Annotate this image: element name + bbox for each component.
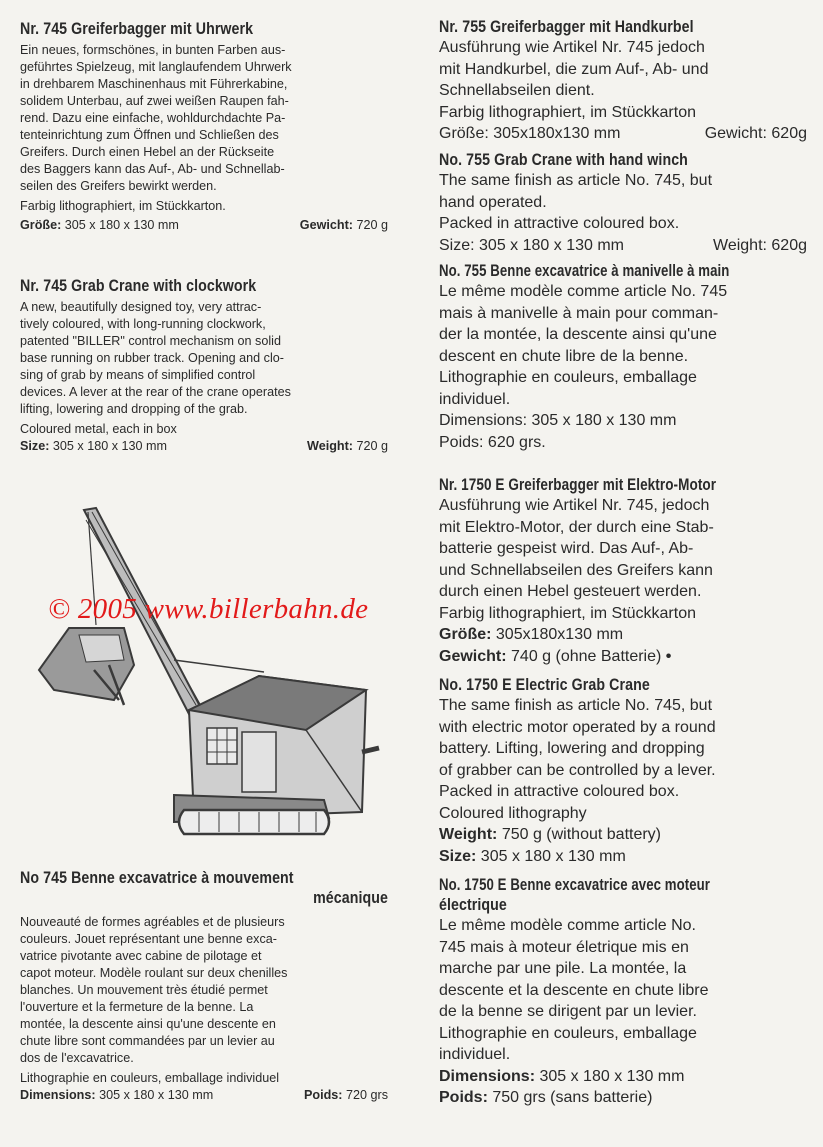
spec-line [439, 123, 807, 145]
section-755-fr [439, 261, 807, 453]
weight-line [439, 646, 807, 668]
text-line: Greifers. Durch einen Hebel an der Rückseite [20, 145, 275, 159]
size-spec [20, 217, 179, 234]
weight-value: 740 g (ohne Batterie) [511, 647, 662, 665]
bullet-mark: • [665, 647, 672, 665]
text-line: Le même modèle comme article No. [439, 917, 696, 934]
text-line: Packed in attractive coloured box. [439, 215, 680, 232]
text-line: Ein neues, formschönes, in bunten Farben aus- [20, 43, 286, 57]
grab-crane-illustration [24, 500, 384, 840]
text-line: individuel. [439, 1046, 511, 1063]
size-value: 305 x 180 x 130 mm [480, 847, 626, 865]
dimensions-spec [20, 1087, 213, 1104]
size-label: Größe: [439, 626, 492, 643]
size-label: Größe: [439, 125, 489, 142]
text-line: marche par une pile. La montée, la [439, 960, 687, 977]
section-title: No 745 Benne excavatrice à mouvement [20, 869, 294, 887]
text-line: seilen des Greifers bewirkt werden. [20, 179, 217, 193]
boom-stay [174, 660, 264, 672]
section-title: Nr. 745 Grab Crane with clockwork [20, 277, 257, 295]
text-line: devices. A lever at the rear of the crane operates [20, 385, 291, 399]
text-line: des Baggers kann das Auf-, Ab- und Schnellab- [20, 162, 285, 176]
section-title-continued: mécanique [313, 889, 388, 907]
section-title: Nr. 755 Greiferbagger mit Handkurbel [439, 18, 694, 36]
text-line: chute libre sont commandées par un levier au [20, 1034, 275, 1048]
cabin-door [242, 732, 276, 792]
weight-spec [300, 217, 388, 234]
weight-value: 750 g (without battery) [501, 826, 662, 843]
text-line: hand operated. [439, 193, 547, 211]
text-line: Le même modèle comme article No. 745 [439, 283, 728, 300]
section-1750-fr [439, 875, 807, 1109]
text-line: Lithographie en couleurs, emballage [439, 1024, 697, 1042]
size-label: Größe: [20, 218, 62, 232]
dimensions-value: 305 x 180 x 130 mm [539, 1067, 685, 1085]
rubber-track [179, 810, 329, 834]
text-line: l'ouverture et la fermeture de la benne. La [20, 1000, 254, 1014]
weight-spec [705, 123, 807, 145]
dimensions-line [439, 1066, 807, 1088]
section-745-fr [20, 868, 388, 1104]
text-line: Lithographie en couleurs, emballage [439, 369, 697, 386]
weight-spec [307, 438, 388, 455]
section-755-de [439, 17, 807, 145]
text-line: geführtes Spielzeug, mit langlaufendem Uhrwerk [20, 60, 292, 74]
size-spec [20, 438, 167, 455]
size-label: Size: [20, 439, 50, 453]
text-line: rend. Dazu eine einfache, wohldurchdachte Pa- [20, 111, 286, 125]
text-line: Ausführung wie Artikel Nr. 745 jedoch [439, 39, 705, 56]
weight-line [439, 1087, 807, 1109]
cabin-window [207, 728, 237, 764]
size-value: 305x180x130 mm [495, 626, 624, 643]
text-line: Schnellabseilen dient. [439, 82, 595, 99]
size-label: Size: [439, 236, 475, 254]
finish-line: Farbig lithographiert, im Stückkarton. [20, 199, 226, 213]
text-line: couleurs. Jouet représentant une benne exca- [20, 932, 277, 946]
section-body [20, 914, 388, 1104]
size-line [439, 624, 807, 646]
section-title: No. 755 Benne excavatrice à manivelle à main [439, 262, 730, 280]
size-line [439, 846, 807, 868]
finish-line: Coloured metal, each in box [20, 422, 177, 436]
grab-bucket-inner [79, 635, 124, 662]
text-line: montée, la descente ainsi qu'une descente en [20, 1017, 276, 1031]
text-line: tenteinrichtung zum Öffnen und Schließen des [20, 128, 279, 142]
text-line: base running on rubber track. Opening and clo- [20, 351, 284, 365]
text-line: lifting, lowering and dropping of the grab. [20, 402, 248, 416]
size-spec [439, 235, 624, 257]
text-line: A new, beautifully designed toy, very attrac- [20, 300, 262, 314]
weight-value: 750 grs (sans batterie) [492, 1089, 653, 1106]
section-title: No. 1750 E Electric Grab Crane [439, 676, 650, 694]
text-line: dos de l'excavatrice. [20, 1051, 134, 1065]
weight-label: Weight: [439, 826, 498, 843]
weight-line [439, 824, 807, 846]
text-line: tively coloured, with long-running clockwork, [20, 317, 266, 331]
weight-line: Poids: 620 grs. [439, 433, 546, 451]
text-line: The same finish as article No. 745, but [439, 172, 713, 189]
size-value: 305x180x130 mm [493, 125, 621, 142]
weight-value: 620g [771, 236, 807, 254]
text-line: Packed in attractive coloured box. [439, 783, 680, 800]
spec-line [20, 217, 388, 234]
weight-label: Gewicht: [439, 647, 507, 665]
weight-label: Weight: [307, 439, 353, 453]
size-spec [439, 123, 620, 145]
text-line: und Schnellabseilen des Greifers kann [439, 561, 713, 579]
text-line: Nouveauté de formes agréables et de plusieurs [20, 915, 285, 929]
text-line: sing of grab by means of simplified control [20, 368, 256, 382]
section-body [20, 42, 388, 234]
dimensions-label: Dimensions: [439, 1067, 536, 1085]
text-line: durch einen Hebel gesteuert werden. [439, 583, 702, 600]
text-line: blanches. Un mouvement très étudié permet [20, 983, 268, 997]
weight-label: Poids: [439, 1089, 488, 1106]
section-title: No. 755 Grab Crane with hand winch [439, 151, 688, 169]
size-value: 305 x 180 x 130 mm [64, 218, 179, 232]
dimensions-label: Dimensions: [20, 1088, 96, 1102]
text-line: vatrice pivotante avec cabine de pilotage et [20, 949, 262, 963]
section-745-de [20, 19, 388, 234]
section-1750-en [439, 675, 807, 867]
text-line: de la benne se dirigent par un levier. [439, 1003, 697, 1020]
text-line: 745 mais à moteur életrique mis en [439, 938, 689, 956]
text-line: Coloured lithography [439, 804, 587, 822]
text-line: with electric motor operated by a round [439, 718, 716, 736]
text-line: of grabber can be controlled by a lever. [439, 761, 716, 779]
dimensions-line: Dimensions: 305 x 180 x 130 mm [439, 412, 677, 429]
weight-value: 720 g [356, 218, 388, 232]
spec-line [439, 235, 807, 257]
section-title: No. 1750 E Benne excavatrice avec moteur [439, 876, 711, 894]
section-745-en [20, 276, 388, 455]
text-line: patented "BILLER" control mechanism on solid [20, 334, 281, 348]
text-line: mit Elektro-Motor, der durch eine Stab- [439, 518, 714, 536]
weight-label: Weight: [713, 236, 767, 254]
spec-line [20, 1087, 388, 1104]
finish-line: Lithographie en couleurs, emballage individuel [20, 1071, 280, 1085]
text-line: descente et la descente en chute libre [439, 981, 709, 999]
weight-spec [304, 1087, 388, 1104]
text-line: descent en chute libre de la benne. [439, 347, 689, 365]
text-line: Ausführung wie Artikel Nr. 745, jedoch [439, 497, 710, 514]
weight-value: 720 g [356, 439, 388, 453]
text-line: Farbig lithographiert, im Stückkarton [439, 103, 696, 121]
text-line: der la montée, la descente ainsi qu'une [439, 326, 717, 343]
section-title-continued: électrique [439, 896, 507, 914]
text-line: battery. Lifting, lowering and dropping [439, 740, 705, 757]
weight-label: Poids: [304, 1088, 343, 1102]
weight-value: 720 grs [345, 1088, 388, 1102]
size-value: 305 x 180 x 130 mm [52, 439, 168, 453]
text-line: individuel. [439, 390, 511, 408]
text-line: capot moteur. Modèle roulant sur deux chenilles [20, 966, 288, 980]
text-line: solidem Unterbau, auf zwei weißen Raupen fah- [20, 94, 289, 108]
section-body [20, 299, 388, 455]
size-value: 305 x 180 x 130 mm [479, 236, 624, 254]
section-title: Nr. 1750 E Greiferbagger mit Elektro-Motor [439, 476, 717, 494]
weight-value: 620g [771, 125, 807, 142]
weight-label: Gewicht: [299, 218, 353, 232]
text-line: The same finish as article No. 745, but [439, 697, 713, 714]
watermark-text: © 2005 www.billerbahn.de [48, 593, 369, 625]
text-line: mit Handkurbel, die zum Auf-, Ab- und [439, 60, 709, 78]
section-1750-de [439, 475, 807, 667]
size-label: Size: [439, 847, 477, 865]
weight-label: Gewicht: [704, 125, 767, 142]
text-line: mais à manivelle à main pour comman- [439, 304, 719, 322]
dimensions-value: 305 x 180 x 130 mm [99, 1088, 214, 1102]
spec-line [20, 438, 388, 455]
text-line: in drehbarem Maschinenhaus mit Führerkabine, [20, 77, 288, 91]
text-line: batterie gespeist wird. Das Auf-, Ab- [439, 540, 694, 557]
section-755-en [439, 150, 807, 256]
weight-spec [713, 235, 807, 257]
text-line: Farbig lithographiert, im Stückkarton [439, 604, 696, 622]
section-title: Nr. 745 Greiferbagger mit Uhrwerk [20, 20, 254, 38]
